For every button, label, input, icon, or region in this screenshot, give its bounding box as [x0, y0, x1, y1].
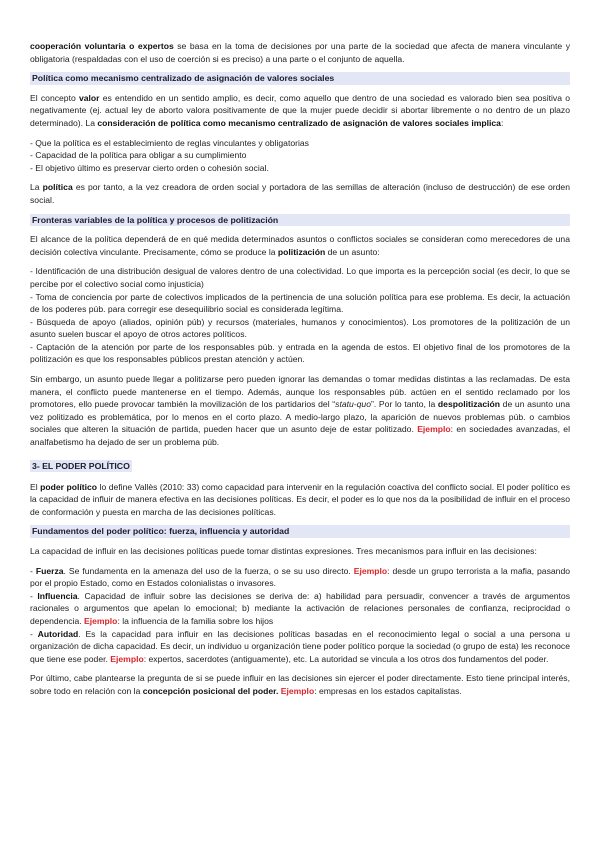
- list-item-fuerza: [30, 565, 570, 590]
- bold-term: Fuerza: [35, 565, 64, 576]
- text-run: lo define Vallès (2010: 33) como capacidad para intervenir en la regulación coactiva del conflicto social. El poder político es la capacidad de influir de manera efectiva en las decisiones políticas. Es decir, el poder es lo que nos da la posibilidad de influir en el proceso de conformación y puesta en marcha de las decisiones políticas.: [30, 481, 571, 517]
- text-run: El concepto: [30, 92, 79, 103]
- heading-politica-mecanismo: Política como mecanismo centralizado de asignación de valores sociales: [30, 72, 570, 85]
- ejemplo-label: Ejemplo: [353, 565, 388, 576]
- text-run: . Es la capacidad para influir en las decisiones políticas basadas en el reconocimiento legal o social a una persona u organización de dicha capacidad. Es decir, un individuo u organización tiene poder político porque la sociedad (o grupo de esta) les reconoce que tiene ese poder.: [30, 628, 570, 664]
- list-item-autoridad: [30, 628, 570, 666]
- bold-term: cooperación voluntaria o expertos: [30, 41, 174, 51]
- section-heading-poder-politico: 3- EL PODER POLÍTICO: [32, 460, 130, 471]
- list-item: - Identificación de una distribución desigual de valores dentro de una colectividad. Lo que importa es la percepción social (es decir, lo que se percibe por el colectivo social como injusticia): [30, 266, 570, 289]
- italic-term: statu-quo: [335, 399, 371, 410]
- text-run: El alcance de la política dependerá de en qué medida determinados asuntos o conflictos sociales se consideran como merecedores de una decisión colectiva vinculante. Precisamente, cómo se produce la: [30, 234, 570, 257]
- text-run: : en sociedades avanzadas, el analfabetismo ha dejado de ser un problema púb.: [30, 424, 570, 448]
- text-run: El: [30, 481, 41, 492]
- bold-term: politización: [277, 246, 326, 257]
- list-item: - Búsqueda de apoyo (aliados, opinión púb) y recursos (materiales, humanos y conocimientos). Los promotores de la politización de un asunto suelen buscar el apoyo de otros actores políticos.: [30, 316, 570, 340]
- list-item-influencia: [30, 590, 570, 628]
- paragraph-poder: [30, 481, 570, 519]
- text-run: : empresas en los estados capitalistas.: [314, 685, 462, 696]
- ejemplo-label: Ejemplo: [280, 685, 315, 696]
- text-run: . Se fundamenta en la amenaza del uso de la fuerza, o se su uso directo.: [63, 565, 354, 576]
- text-run: : expertos, sacerdotes (antiguamente), etc. La autoridad se vincula a los otros dos fundamentos del poder.: [143, 653, 549, 664]
- ejemplo-label: Ejemplo: [84, 615, 118, 626]
- text-run: ”. Por lo tanto, la: [371, 399, 438, 410]
- text-run: :: [500, 117, 504, 128]
- bold-term: Autoridad: [37, 628, 79, 639]
- text-run: Sin embargo, un asunto puede llegar a politizarse pero pueden ignorar las demandas o tomar medidas distintas a las reclamadas. De esta manera, el conflicto puede mantenerse en el tiempo. Además, aunque los responsables púb. actúen en el sentido reclamado por los promotores, ello puede provocar también la movilización de los partidarios del “: [30, 374, 570, 410]
- text-run: -: [30, 590, 38, 601]
- bold-term: concepción posicional del poder.: [142, 685, 279, 696]
- paragraph-valor: [30, 92, 570, 130]
- text-run: es por tanto, a la vez creadora de orden social y portadora de las semillas de alteración (incluso de destrucción) de ese orden social.: [30, 182, 570, 205]
- heading-fronteras: Fronteras variables de la política y procesos de politización: [30, 214, 570, 227]
- text-run: -: [30, 628, 38, 639]
- text-run: : desde un grupo terrorista a la mafia, pasando por el propio Estado, como en Estados colonialistas o invasores.: [30, 565, 571, 589]
- list-item: - Captación de la atención por parte de los responsables púb. y entrada en la agenda de estos. El objetivo final de los promotores de la politización es que los responsables públicos prestan atención y actúen.: [30, 341, 570, 365]
- text-run: : la influencia de la familia sobre los hijos: [117, 615, 274, 626]
- bold-term: Influencia: [37, 590, 78, 601]
- text-run: de un asunto una vez politizado es problemática, por lo menos en el corto plazo. A medio-largo plazo, la aparición de nuevos problemas púb. o cambios sociales que alteren la situación de partida, pueden hacer que un asunto deje de estar politizado.: [30, 399, 570, 435]
- paragraph-alcance: [30, 233, 570, 258]
- text-run: La: [30, 182, 43, 193]
- paragraph-la-politica: [30, 181, 570, 206]
- text-run: . Capacidad de influir sobre las decisiones se deriva de: a) habilidad para persuadir, convencer a través de argumentos racionales o argumentos que apelan lo emocional; b) mediante la activación de relaciones personales de confianza, reciprocidad o dependencia.: [30, 590, 571, 626]
- text-run: es entendido en un sentido amplio, es decir, como aquello que dentro de una sociedad es valorado bien sea positiva o negativamente (ej. actual ley de aborto valora positivamente de que la mujer puede decidir si abortar libremente o no dentro de un plazo determinado). La: [30, 92, 570, 128]
- paragraph-intro: [30, 40, 570, 65]
- ejemplo-label: Ejemplo: [110, 653, 144, 664]
- list-item: - Toma de conciencia por parte de colectivos implicados de la pertinencia de una solución política para ese problema. Es decir, la actuación de los poderes púb. para corregir ese desequilibrio social es considerada legítima.: [30, 291, 570, 315]
- text-run: de un asunto:: [325, 246, 380, 257]
- paragraph-sin-embargo: [30, 373, 570, 449]
- bold-term: poder político: [40, 481, 98, 492]
- bold-term: política: [42, 182, 73, 193]
- text-run: Por último, cabe plantearse la pregunta de si se puede influir en las decisiones sin ejercer el poder directamente. Esto tiene principal interés, sobre todo en relación con la: [30, 673, 570, 696]
- list-item: - El objetivo último es preservar cierto orden o cohesión social.: [30, 162, 269, 173]
- list-item: - Capacidad de la política para obligar a su cumplimiento: [30, 150, 247, 161]
- bold-term: valor: [78, 92, 100, 103]
- section-heading-wrapper: [30, 456, 570, 474]
- paragraph-por-ultimo: [30, 672, 570, 697]
- text-run: -: [30, 565, 36, 576]
- bold-term: consideración de política como mecanismo centralizado de asignación de valores sociales implica: [97, 117, 501, 128]
- ejemplo-label: Ejemplo: [417, 424, 451, 435]
- heading-fundamentos: Fundamentos del poder político: fuerza, influencia y autoridad: [30, 525, 570, 538]
- text-run: se basa en la toma de decisiones por una parte de la sociedad que afecta de manera vinculante y obligatoria (respaldadas con el uso de coerción si es preciso) a una parte o el conjunto de aquella.: [30, 41, 570, 64]
- paragraph-capacidad: La capacidad de influir en las decisiones políticas puede tomar distintas expresiones. Tres mecanismos para influir en las decisiones:: [30, 546, 537, 556]
- bold-term: despolitización: [437, 399, 500, 410]
- list-item: - Que la política es el establecimiento de reglas vinculantes y obligatorias: [30, 137, 309, 148]
